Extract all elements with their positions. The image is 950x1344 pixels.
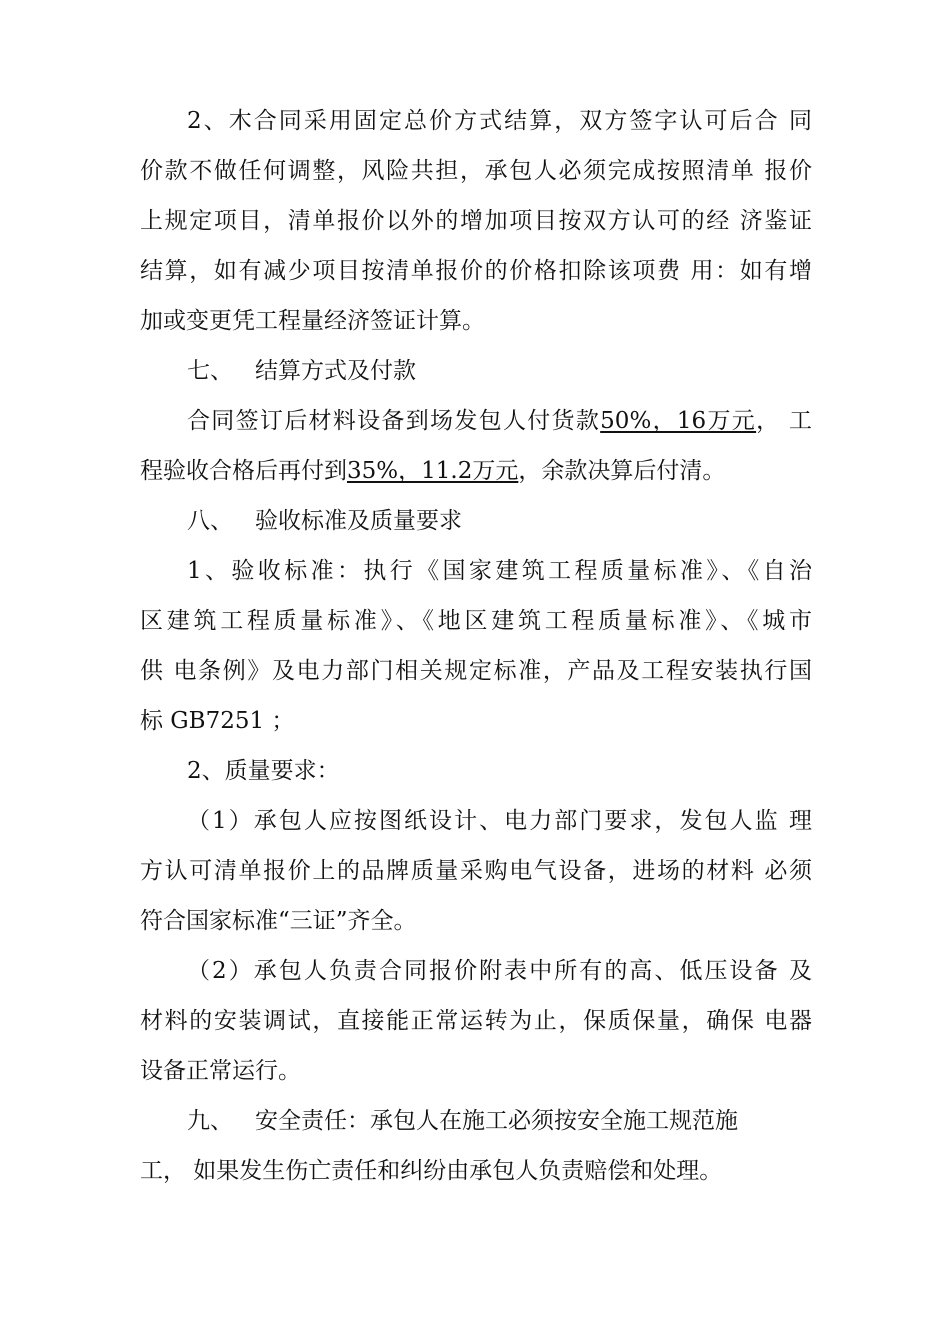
section-9-line-2: 工， 如果发生伤亡责任和纠纷由承包人负责赔偿和处理。 bbox=[140, 1158, 723, 1184]
section-9-text: 安全责任：承包人在施工必须按安全施工规范施 bbox=[255, 1108, 738, 1134]
clause-6-2-line-5: 加或变更凭工程量经济签证计算。 bbox=[140, 308, 485, 334]
section-7-heading bbox=[187, 354, 812, 388]
clause-6-2-line-3: 上规定项目，清单报价以外的增加项目按双方认可的经 济鉴证 bbox=[140, 208, 812, 234]
payment-text-3: 程验收合格后再付到 bbox=[140, 458, 347, 484]
second-payment-amount: 35%，11.2万元 bbox=[347, 458, 519, 484]
acceptance-standard-line-3: 供 电条例》及电力部门相关规定标准，产品及工程安装执行国 bbox=[140, 658, 812, 684]
payment-text-4: ，余款决算后付清。 bbox=[518, 458, 726, 484]
quality-item-1-line-2: 方认可清单报价上的品牌质量采购电气设备，进场的材料 必须 bbox=[140, 858, 812, 884]
acceptance-standard-line-1: 1、验收标准：执行《国家建筑工程质量标准》、《自治 bbox=[187, 558, 812, 584]
quality-item-2-line-3: 设备正常运行。 bbox=[140, 1058, 301, 1084]
quality-item-1-line-3: 符合国家标准“三证”齐全。 bbox=[140, 908, 417, 934]
acceptance-standard-line-4: 标 GB7251 ； bbox=[140, 708, 295, 734]
section-7-payment-line-1 bbox=[187, 404, 812, 438]
clause-6-2-line-2: 价款不做任何调整，风险共担，承包人必须完成按照清单 报价 bbox=[140, 158, 812, 184]
quality-requirements-title: 2、质量要求： bbox=[187, 758, 340, 784]
section-8-heading bbox=[187, 504, 812, 538]
quality-item-2-line-1: （2）承包人负责合同报价附表中所有的高、低压设备 及 bbox=[187, 958, 812, 984]
clause-6-2-line-4: 结算，如有减少项目按清单报价的价格扣除该项费 用：如有增 bbox=[140, 258, 812, 284]
section-7-number: 七、 bbox=[187, 358, 233, 384]
section-9-number: 九、 bbox=[187, 1108, 233, 1134]
quality-item-1-line-1: （1）承包人应按图纸设计、电力部门要求，发包人监 理 bbox=[187, 808, 812, 834]
section-9-line-1 bbox=[187, 1104, 767, 1138]
payment-text-1: 合同签订后材料设备到场发包人付货款 bbox=[187, 408, 601, 434]
first-payment-amount: 50%，16万元 bbox=[600, 408, 757, 434]
section-8-number: 八、 bbox=[187, 508, 233, 534]
acceptance-standard-line-2: 区建筑工程质量标准》、《地区建筑工程质量标准》、《城市 bbox=[140, 608, 812, 634]
clause-6-2-line-1: 2、木合同采用固定总价方式结算，双方签字认可后合 同 bbox=[187, 108, 812, 134]
quality-item-2-line-2: 材料的安装调试，直接能正常运转为止，保质保量，确保 电器 bbox=[140, 1008, 812, 1034]
section-7-payment-line-2 bbox=[140, 454, 812, 488]
section-8-title: 验收标准及质量要求 bbox=[255, 508, 462, 534]
payment-text-2: ， 工 bbox=[756, 408, 812, 434]
section-7-title: 结算方式及付款 bbox=[255, 358, 416, 384]
